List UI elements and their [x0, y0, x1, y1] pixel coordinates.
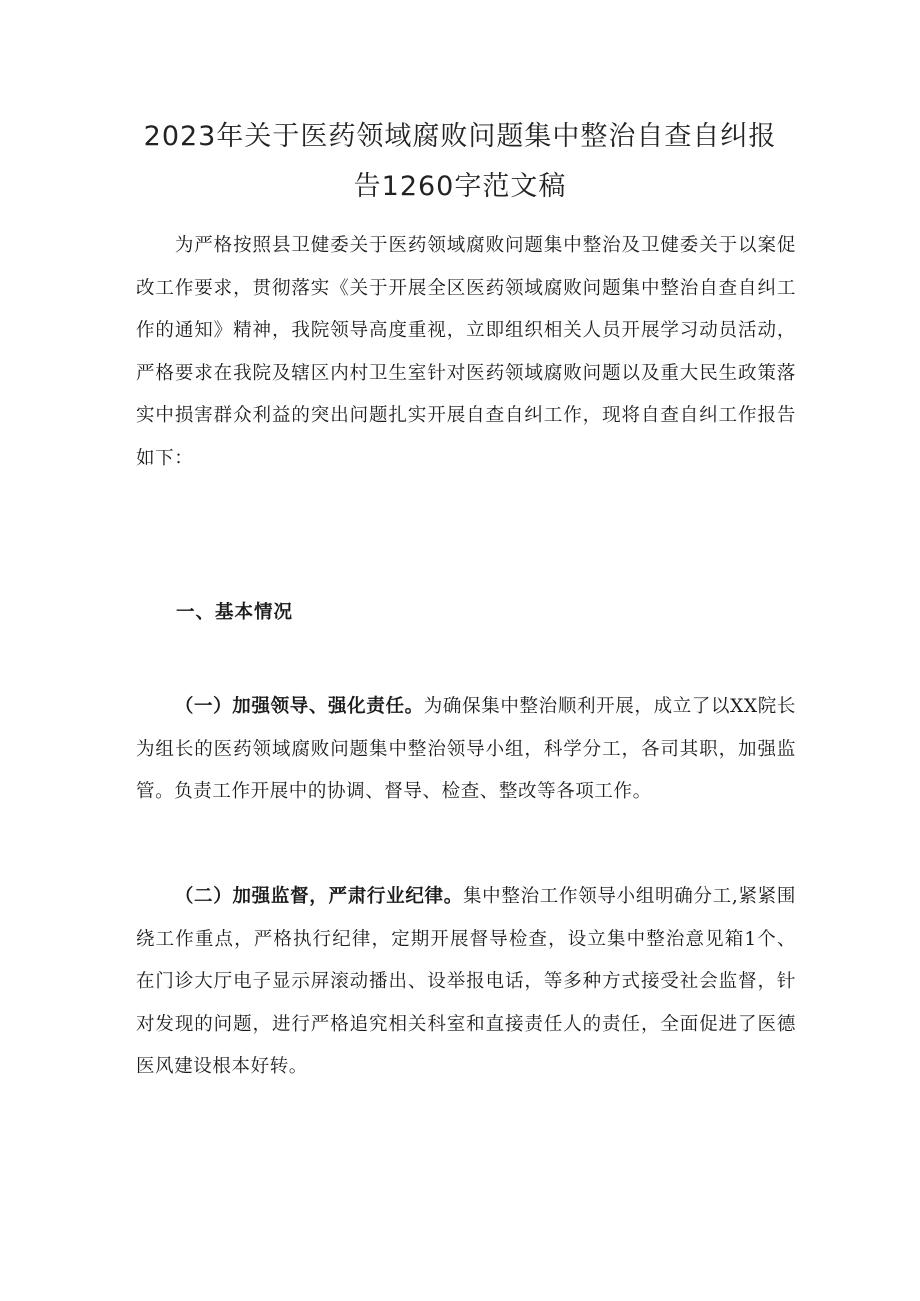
- document-title: [120, 112, 800, 212]
- item-2-lead: （二）加强监督，严肃行业纪律。: [174, 886, 463, 907]
- item-1-paragraph: [136, 686, 796, 814]
- section-heading-basic-situation: 一、基本情况: [176, 602, 294, 623]
- item-1-body: 为确保集中整治顺利开展，成立了以XX院长为组长的医药领域腐败问题集中整治领导小组，科学分工，各司其职，加强监管。负责工作开展中的协调、督导、检查、整改等各项工作。: [136, 696, 796, 802]
- item-1-lead: （一）加强领导、强化责任。: [174, 696, 424, 717]
- item-2-body: 集中整治工作领导小组明确分工,紧紧围绕工作重点，严格执行纪律，定期开展督导检查，设立集中整治意见箱1个、在门诊大厅电子显示屏滚动播出、设举报电话，等多种方式接受社会监督，针对发现的问题，进行严格追究相关科室和直接责任人的责任，全面促进了医德医风建设根本好转。: [136, 886, 796, 1077]
- title-line-1: 2023年关于医药领域腐败问题集中整治自查自纠报: [143, 121, 777, 152]
- item-2-paragraph: [136, 876, 796, 1089]
- title-line-2: 告1260字范文稿: [353, 171, 567, 202]
- intro-paragraph: 为严格按照县卫健委关于医药领域腐败问题集中整治及卫健委关于以案促改工作要求，贯彻落实《关于开展全区医药领域腐败问题集中整治自查自纠工作的通知》精神，我院领导高度重视，立即组织相关人员开展学习动员活动，严格要求在我院及辖区内村卫生室针对医药领域腐败问题以及重大民生政策落实中损害群众利益的突出问题扎实开展自查自纠工作，现将自查自纠工作报告如下：: [136, 235, 796, 469]
